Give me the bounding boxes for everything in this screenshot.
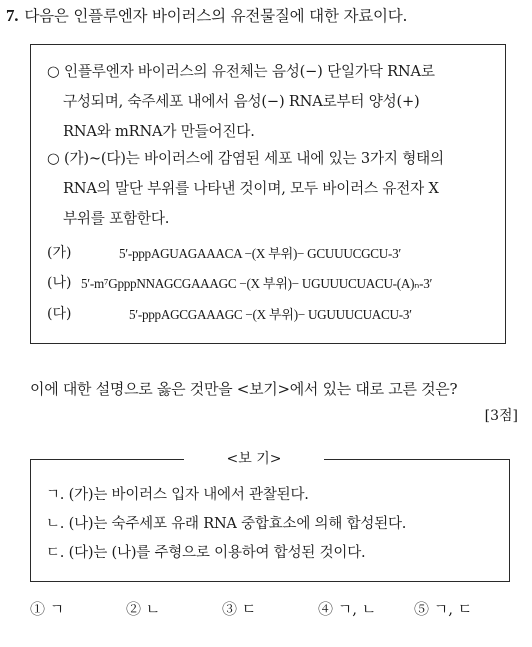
info-bullet-1-line: ○ 인플루엔자 바이러스의 유전체는 음성(−) 단일가닥 RNA로 [47,63,435,80]
sequence-label: (가) [47,245,72,261]
choice-2[interactable]: ② ㄴ [126,600,161,618]
answer-choices [30,598,500,620]
sequence-row-na [47,272,499,294]
sequence-label: (나) [47,275,72,291]
score-label: [3점] [484,408,518,424]
sequence-text: 5′-pppAGCGAAAGC −(X 부위)− UGUUUCUACU-3′ [129,307,412,322]
info-bullet-1-line: 구성되며, 숙주세포 내에서 음성(−) RNA로부터 양성(+) [63,93,420,110]
info-bullet-1-line: RNA와 mRNA가 만들어진다. [63,123,255,140]
boki-item: ㄴ. (나)는 숙주세포 유래 RNA 중합효소에 의해 합성된다. [46,516,407,532]
choice-5[interactable]: ⑤ ㄱ, ㄷ [414,600,473,618]
question-number: 7. [6,6,19,25]
choice-4[interactable]: ④ ㄱ, ㄴ [318,600,377,618]
sequence-label: (다) [47,306,72,322]
boki-item: ㄱ. (가)는 바이러스 입자 내에서 관찰된다. [46,487,309,503]
sequence-row-da [47,303,499,325]
info-bullet-2-line: ○ (가)~(다)는 바이러스에 감염된 세포 내에 있는 3가지 형태의 [47,150,444,167]
info-bullet-1 [47,57,499,147]
info-box [30,44,506,344]
info-bullet-2-line: RNA의 말단 부위를 나타낸 것이며, 모두 바이러스 유전자 X [63,180,439,197]
info-bullet-2 [47,144,499,234]
sequence-text: 5′-pppAGUAGAAACA −(X 부위)− GCUUUCGCU-3′ [119,246,401,261]
question-title [6,4,526,26]
sequence-text: 5′-m⁷GpppNNAGCGAAAGC −(X 부위)− UGUUUCUACU-(A)ₙ-3′ [81,276,433,291]
boki-title: <보 기> [184,449,324,469]
question-stem: 이에 대한 설명으로 옳은 것만을 <보기>에서 있는 대로 고른 것은? [30,380,458,398]
info-bullet-2-line: 부위를 포함한다. [63,210,170,227]
choice-3[interactable]: ③ ㄷ [222,600,257,618]
boki-item: ㄷ. (다)는 (나)를 주형으로 이용하여 합성된 것이다. [46,545,366,561]
question-text: 다음은 인플루엔자 바이러스의 유전물질에 대한 자료이다. [24,7,408,25]
choice-1[interactable]: ① ㄱ [30,600,65,618]
sequence-row-ga [47,242,499,264]
